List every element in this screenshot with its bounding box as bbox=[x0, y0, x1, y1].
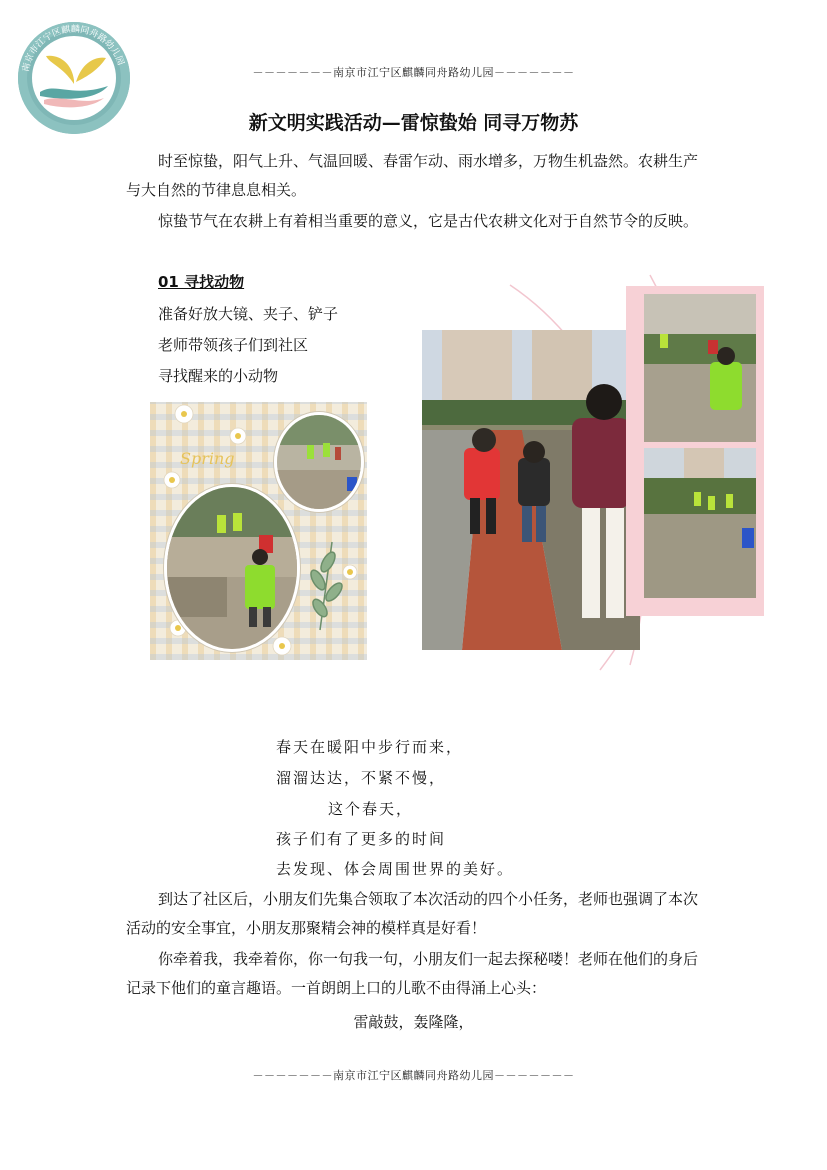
section-title: 01 寻找动物 bbox=[158, 273, 245, 291]
photo-children-walking bbox=[422, 330, 640, 650]
photo-collage bbox=[150, 402, 367, 660]
paragraph-intro-1: 时至惊蛰，阳气上升、气温回暖、春雷乍动、雨水增多，万物生机盎然。农耕生产与大自然的节律息息相关。 bbox=[126, 152, 699, 199]
page-footer: －－－－－－－南京市江宁区麒麟同舟路幼儿园－－－－－－－ bbox=[252, 1069, 575, 1082]
poem-line-4: 孩子们有了更多的时间 bbox=[276, 830, 447, 848]
page-title: 新文明实践活动—雷惊蛰始 同寻万物苏 bbox=[248, 112, 579, 134]
song-line: 雷敲鼓，轰隆隆， bbox=[353, 1013, 474, 1031]
poem-line-2: 溜溜达达，不紧不慢， bbox=[276, 769, 447, 787]
poem-line-3: 这个春天， bbox=[328, 800, 414, 818]
photo-right-bottom bbox=[644, 448, 756, 598]
poem-line-1: 春天在暖阳中步行而来， bbox=[276, 738, 464, 756]
photo-circle-large bbox=[164, 484, 300, 652]
collage-script-text: Spring bbox=[180, 449, 235, 468]
paragraph-intro-2: 惊蛰节气在农耕上有着相当重要的意义，它是古代农耕文化对于自然节令的反映。 bbox=[158, 212, 699, 230]
svg-text:南京市江宁区麒麟同舟路幼儿园: 南京市江宁区麒麟同舟路幼儿园 bbox=[21, 24, 126, 73]
poem-line-5: 去发现、体会周围世界的美好。 bbox=[276, 860, 515, 878]
photo-frame-right bbox=[626, 286, 764, 616]
section-line-3: 寻找醒来的小动物 bbox=[158, 367, 279, 385]
photo-right-top bbox=[644, 294, 756, 442]
section-line-1: 准备好放大镜、夹子、铲子 bbox=[158, 305, 339, 323]
page-header: －－－－－－－南京市江宁区麒麟同舟路幼儿园－－－－－－－ bbox=[252, 66, 575, 79]
paragraph-exploration: 你牵着我，我牵着你，你一句我一句，小朋友们一起去探秘喽！老师在他们的身后记录下他们的童言趣语。一首朗朗上口的儿歌不由得涌上心头： bbox=[126, 950, 699, 997]
paragraph-arrival: 到达了社区后，小朋友们先集合领取了本次活动的四个小任务，老师也强调了本次活动的安全事宜，小朋友那聚精会神的模样真是好看！ bbox=[126, 890, 699, 937]
photo-circle-small bbox=[274, 412, 364, 512]
section-line-2: 老师带领孩子们到社区 bbox=[158, 336, 309, 354]
